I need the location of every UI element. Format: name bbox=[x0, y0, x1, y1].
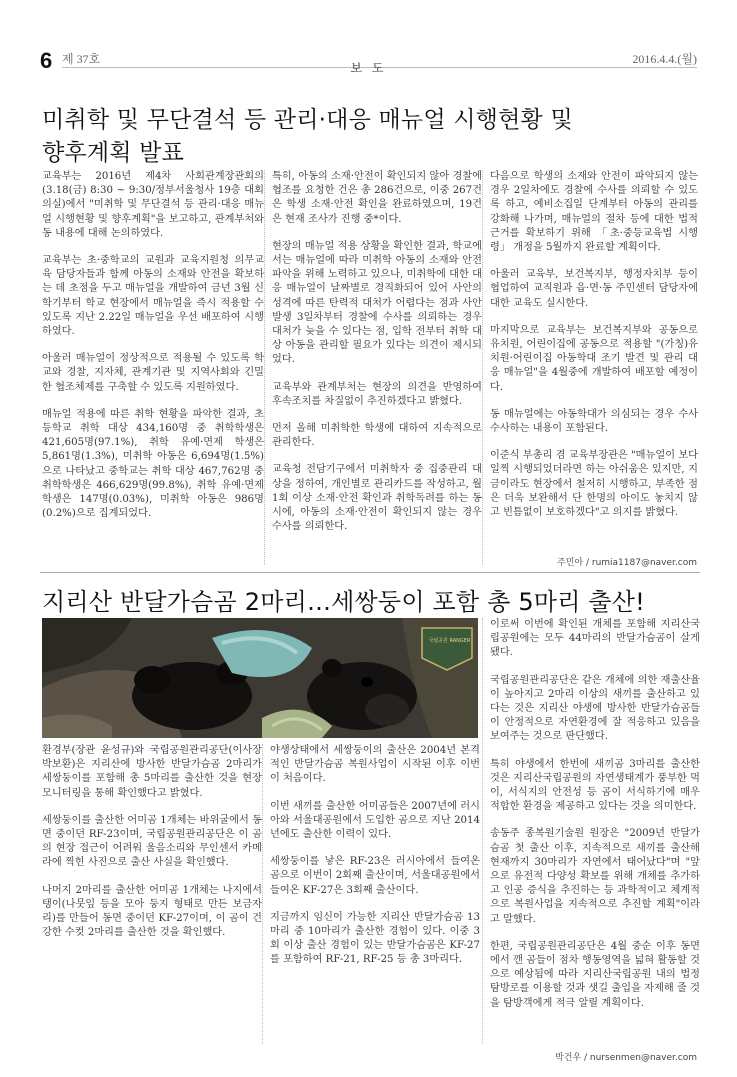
article2-paragraph: 특히 야생에서 한번에 새끼곰 3마리를 출산한 것은 지리산국립공원의 자연생태계가 풍부한 먹이, 서식지의 안전성 등 곰이 서식하기에 매우 적합한 환경을 제공하고 있다는 것을 의미한다. bbox=[490, 758, 700, 813]
article-divider bbox=[40, 572, 700, 573]
page-header bbox=[40, 50, 697, 76]
ranger-patch-text: 국립공원 RANGER bbox=[428, 638, 471, 644]
article2-column-2 bbox=[262, 744, 480, 981]
article1-paragraph: 교육부는 2016년 제4차 사회관계장관회의(3.18(금) 8:30 ~ 9:30/정부서울청사 19층 대회의실)에서 "미취학 및 무단결석 등 관리·대응 매뉴얼 시행현황 및 향후계획"을 보고하고, 관계부처와 동 내용에 대해 논의하였다. bbox=[42, 171, 264, 239]
article1-paragraph: 이준식 부총리 겸 교육부장관은 "매뉴얼이 보다 일찍 시행되었더라면 하는 아쉬움은 있지만, 지금이라도 현장에서 철저히 시행하고, 부족한 점은 더욱 보완해서 단 한명의 아이도 놓치지 않고 빈틈없이 보호하겠다"고 의지를 밝혔다. bbox=[490, 450, 698, 519]
article1-paragraph: 교육부는 초·중학교의 교원과 교육지원청 의무교육 담당자들과 함께 아동의 소재와 안전을 확보하는 데 초점을 두고 매뉴얼을 개발하여 금년 3월 신학기부터 학교 현장에서 매뉴얼을 즉시 적용할 수 있도록 지난 2.22일 매뉴얼을 우선 배포하여 시행하였다. bbox=[42, 255, 264, 338]
article1-byline: 주민아 / rumia1187@naver.com bbox=[557, 558, 697, 568]
article2-paragraph: 송동주 종복원기술원 원장은 "2009년 반달가슴곰 첫 출산 이후, 지속적으로 새끼를 출산해 현재까지 30마리가 자연에서 태어났다"며 "앞으로 유전적 다양성 확보를 위해 개체를 추가하고 인공 증식을 추진하는 등 과학적이고 체계적으로 복원사업을 지속적으로 추진할 계획"이라고 말했다. bbox=[490, 828, 700, 925]
article2-paragraph: 세쌍둥이를 출산한 어미곰 1개체는 바위굴에서 동면 중이던 RF-23이며, 국립공원관리공단은 이 곰의 현장 접근이 어려워 울음소리와 무인센서 카메라에 찍힌 사진으로 출산 사실을 확인했다. bbox=[42, 814, 262, 869]
article2-column-1 bbox=[42, 744, 262, 953]
issue-date: 2016.4.4.(월) bbox=[632, 52, 697, 66]
article1-paragraph: 아울러 교육부, 보건복지부, 행정자치부 등이 협업하여 교직원과 읍·면·동 주민센터 담당자에 대한 교육도 실시한다. bbox=[490, 269, 698, 309]
article2-paragraph: 세쌍둥이를 낳은 RF-23은 러시아에서 들여온 곰으로 이번이 2회째 출산이며, 서울대공원에서 들여온 KF-27은 3회째 출산이다. bbox=[270, 856, 480, 896]
article2-paragraph: 야생상태에서 세쌍둥이의 출산은 2004년 본격적인 반달가슴곰 복원사업이 시작된 이후 이번이 처음이다. bbox=[270, 745, 480, 785]
article1-paragraph: 아울러 매뉴얼이 정상적으로 적용될 수 있도록 학교와 경찰, 지자체, 관계기관 및 지역사회와 긴밀한 협조체제를 구축할 수 있도록 지원하였다. bbox=[42, 353, 264, 393]
article2-paragraph: 이번 새끼를 출산한 어미곰들은 2007년에 러시아와 서울대공원에서 도입한 곰으로 지난 2014년에도 출산한 이력이 있다. bbox=[270, 800, 480, 841]
bear-cubs-photo bbox=[42, 618, 478, 738]
article1-column-3 bbox=[482, 170, 698, 533]
article2-paragraph: 지금까지 임신이 가능한 지리산 반달가슴곰 13마리 중 10마리가 출산한 경험이 있다. 이중 3회 이상 출산 경험이 있는 반달가슴곰은 KF-27를 포함하여 RF-21, RF-25 등 총 3마리다. bbox=[270, 911, 480, 966]
issue-number: 제 37호 bbox=[62, 52, 101, 66]
article1-paragraph: 동 매뉴얼에는 아동학대가 의심되는 경우 수사 수사하는 내용이 포함된다. bbox=[490, 408, 698, 435]
article1-paragraph: 교육부와 관계부처는 현장의 의견을 반영하여 후속조치를 차질없이 추진하겠다고 밝혔다. bbox=[272, 381, 482, 407]
article1-paragraph: 현장의 매뉴얼 적용 상황을 확인한 결과, 학교에서는 매뉴얼에 따라 미취학 아동의 소재와 안전 파악을 위해 노력하고 있으나, 미취학에 대한 대응 매뉴얼이 날짜별로 경직화되어 있어 사안의 성격에 따른 탄력적 대처가 어렵다는 점과 사안 발생 3일차부터 경찰에 수사를 의뢰하는 경우 대처가 늦을 수 있다는 점, 입학 전부터 취학 대상 아동을 관리할 필요가 있다는 의견이 제시되었다. bbox=[272, 240, 482, 366]
article2-paragraph: 이로써 이번에 확인된 개체를 포함해 지리산국립공원에는 모두 44마리의 반달가슴곰이 살게 됐다. bbox=[490, 619, 700, 659]
article2-paragraph: 나머지 2마리를 출산한 어미곰 1개체는 나지에서 탱이(나뭇잎 등을 모아 둥지 형태로 만든 보금자리)를 만들어 동면 중이던 KF-27이며, 이 곰이 건강한 수컷 2마리를 출산한 것을 확인했다. bbox=[42, 884, 262, 939]
article1-paragraph: 특히, 아동의 소재·안전이 확인되지 않아 경찰에 협조를 요청한 건은 총 286건으로, 이중 267건은 학생 소재·안전 확인을 완료하였으며, 19건은 현재 조사가 진행 중*이다. bbox=[272, 171, 482, 225]
article2-paragraph: 국립공원관리공단은 같은 개체에 의한 재출산율이 높아지고 2마리 이상의 새끼를 출산하고 있다는 것은 지리산 야생에 방사한 반달가슴곰들이 안정적으로 자연환경에 잘 적응하고 있음을 보여주는 것으로 판단했다. bbox=[490, 674, 700, 743]
article2-headline: 지리산 반달가슴곰 2마리…세쌍둥이 포함 총 5마리 출산! bbox=[42, 588, 645, 616]
article2-byline: 박건우 / nursenmen@naver.com bbox=[555, 1053, 697, 1063]
article1-headline bbox=[42, 104, 662, 170]
article2-paragraph: 환경부(장관 윤성규)와 국립공원관리공단(이사장 박보환)은 지리산에 방사한 반달가슴곰 2마리가 세쌍둥이를 포함해 총 5마리를 출산한 것을 현장 모니터링을 통해 확인했다고 밝혔다. bbox=[42, 745, 262, 799]
article2-column-3 bbox=[482, 618, 700, 1024]
article1-column-1 bbox=[42, 170, 264, 534]
article1-paragraph: 교육청 전담기구에서 미취학자 중 집중관리 대상을 정하여, 개인별로 관리카드를 작성하고, 월 1회 이상 소재·안전 확인과 취학독려를 하는 동시에, 아동의 소재·안전이 확인되지 않는 경우 수사를 의뢰한다. bbox=[272, 464, 482, 533]
article1-paragraph: 매뉴얼 적용에 따른 취학 현황을 파악한 결과, 초등학교 취학 대상 434,160명 중 취학학생은 421,605명(97.1%), 취학 유예·면제 학생은 5,861명(1.3%), 미취학 아동은 6,694명(1.5%)으로 나타났고 중학교는 취학 대상 467,762명 중 취학학생은 466,629명(99.8%), 취학 유예·면제 학생은 147명(0.03%), 미취학 아동은 986명(0.2%)으로 집계되었다. bbox=[42, 408, 264, 520]
article1-column-2 bbox=[264, 170, 482, 547]
article1-headline-line2: 향후계획 발표 bbox=[42, 140, 185, 166]
section-label: 보 도 bbox=[350, 61, 387, 75]
page-number: 6 bbox=[40, 48, 53, 73]
article1-headline-line1: 미취학 및 무단결석 등 관리·대응 매뉴얼 시행현황 및 bbox=[42, 107, 573, 133]
article2-paragraph: 한편, 국립공원관리공단은 4월 중순 이후 동면에서 깬 곰들이 점차 행동영역을 넓혀 활동할 것으로 예상됨에 따라 지리산국립공원 내의 법정 탐방로를 이용할 것과 샛길 출입을 자제해 줄 것을 탐방객에게 적극 알릴 계획이다. bbox=[490, 940, 700, 1009]
article1-paragraph: 다음으로 학생의 소재와 안전이 파악되지 않는 경우 2일차에도 경찰에 수사를 의뢰할 수 있도록 하고, 예비소집일 단계부터 아동의 관리를 강화해 나가며, 매뉴얼의 절차 등에 대한 법적 근거를 확보하기 위해 「초·중등교육법 시행령」 개정을 5월까지 완료할 계획이다. bbox=[490, 171, 698, 254]
bear-cubs-illustration bbox=[42, 618, 478, 738]
article1-paragraph: 먼저 올해 미취학한 학생에 대하여 지속적으로 관리한다. bbox=[272, 423, 482, 449]
article1-paragraph: 마지막으로 교육부는 보건복지부와 공동으로 유치원, 어린이집에 공동으로 적용할 "(가칭)유치원·어린이집 아동학대 조기 발견 및 관리 대응 매뉴얼"을 4월중에 개발하여 배포할 예정이다. bbox=[490, 324, 698, 393]
